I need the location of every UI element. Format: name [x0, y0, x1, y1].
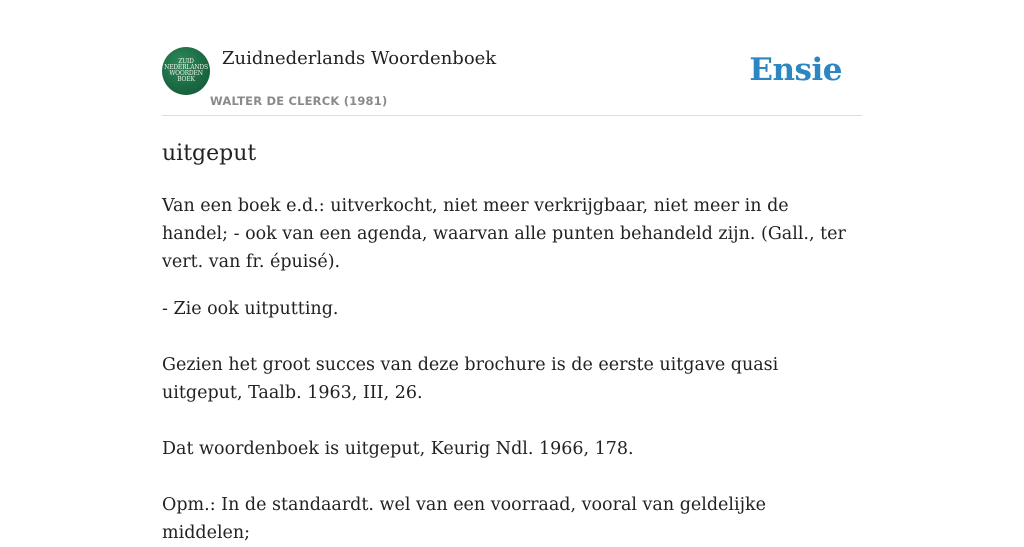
dictionary-logo[interactable] [162, 47, 210, 95]
entry-definition: Van een boek e.d.: uitverkocht, niet meer verkrijgbaar, niet meer in de handel; - ook van een agenda, waarvan alle punten behandeld zijn. (Gall., ter vert. van fr. épuisé). [162, 196, 846, 272]
usage-note: Opm.: In de standaardt. wel van een voorraad, vooral van geldelijke middelen; [162, 495, 766, 543]
example-quote: Gezien het groot succes van deze brochure is de eerste uitgave quasi uitgeput, Taalb. 1963, III, 26. [162, 355, 779, 403]
dictionary-header [162, 44, 862, 116]
see-also-text: - Zie ook uitputting. [162, 299, 339, 319]
dictionary-author: WALTER DE CLERCK (1981) [210, 94, 388, 108]
entry-headword: uitgeput [162, 141, 257, 166]
logo-text: ZUID NEDERLANDS WOORDEN BOEK [164, 58, 208, 83]
ensie-logo-link[interactable]: Ensie [749, 52, 842, 88]
example-quote: Dat woordenboek is uitgeput, Keurig Ndl. 1966, 178. [162, 439, 634, 459]
entry-content [162, 192, 852, 547]
dictionary-title[interactable]: Zuidnederlands Woordenboek [222, 48, 497, 69]
